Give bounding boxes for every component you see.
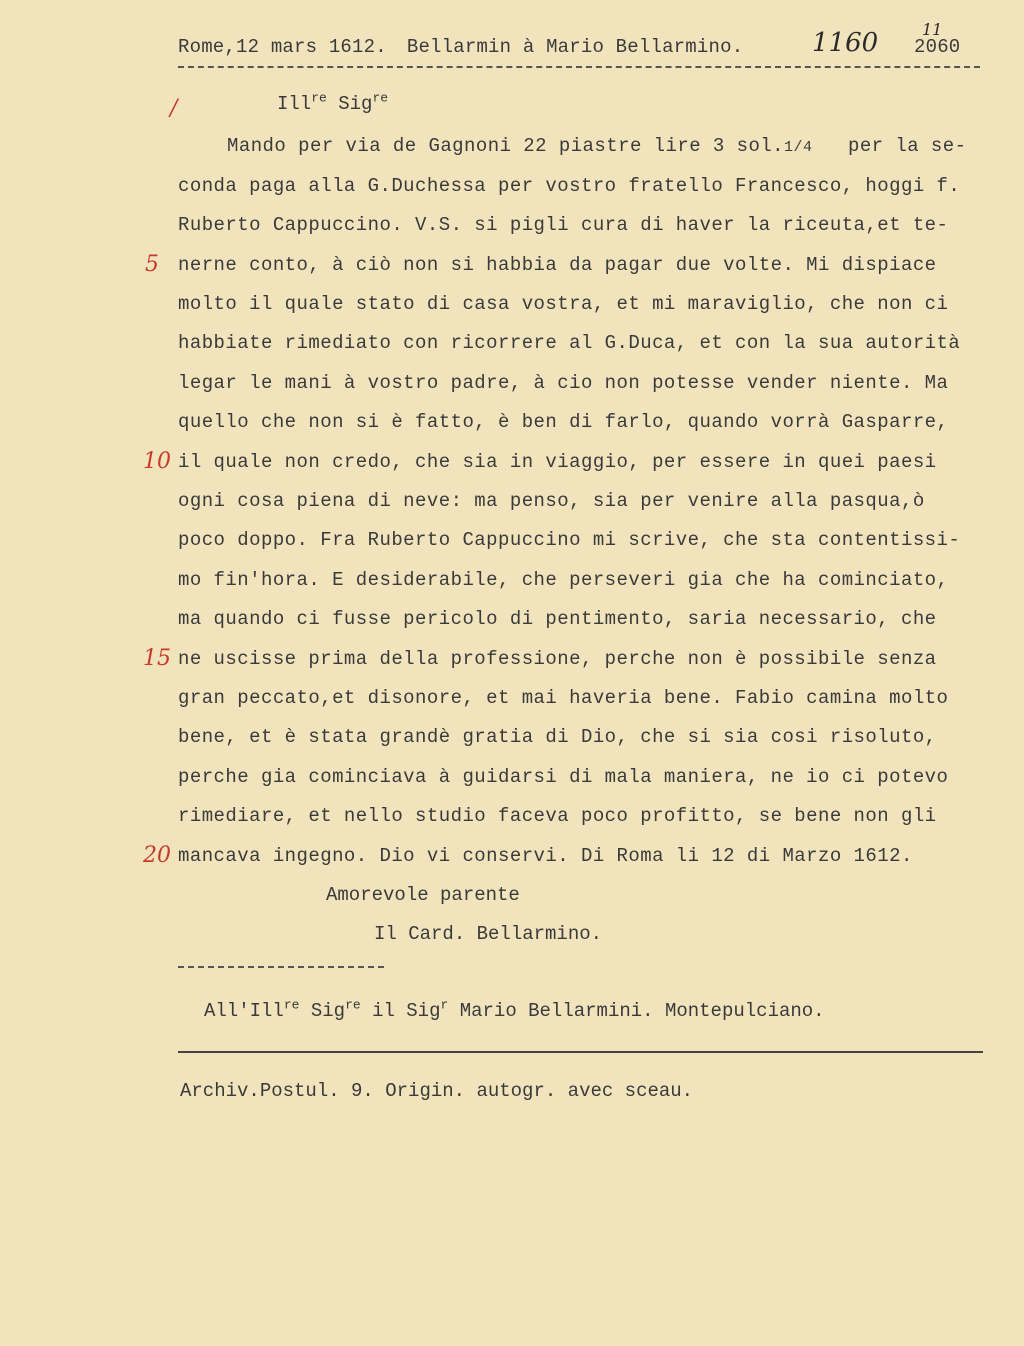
greeting: Ill$^{re}$ Sig$^{re}$ [277, 90, 389, 115]
margin-mark-1: / [170, 96, 178, 121]
body-line-9: il quale non credo, che sia in viaggio, per essere in quei paesi [178, 451, 937, 473]
body-line-14: ne uscisse prima della professione, perche non è possibile senza [178, 648, 937, 670]
body-line-17: perche gia cominciava à guidarsi di mala maniera, ne io ci potevo [178, 766, 949, 788]
body-line-8: quello che non si è fatto, è ben di farlo, quando vorrà Gasparre, [178, 411, 949, 433]
margin-mark-5: 5 [145, 252, 159, 277]
short-dashed-rule [178, 966, 384, 968]
body-line-18: rimediare, et nello studio faceva poco profitto, se bene non gli [178, 805, 937, 827]
document-header [178, 36, 743, 58]
stamp-old-number: 2060 [914, 36, 961, 58]
closing-salutation: Amorevole parente [326, 884, 520, 906]
closing-signature: Il Card. Bellarmino. [374, 923, 603, 945]
header-place-date: Rome,12 mars 1612. [178, 36, 387, 58]
margin-mark-15: 15 [143, 646, 171, 671]
body-line-4: nerne conto, à ciò non si habbia da pagar due volte. Mi dispiace [178, 254, 937, 276]
solid-rule [178, 1051, 983, 1053]
stamp-old-top: 11 [922, 20, 943, 39]
header-dashed-rule [178, 66, 980, 68]
body-line-13: ma quando ci fusse pericolo di pentimento, saria necessario, che [178, 608, 937, 630]
handwritten-number: 1160 [812, 28, 879, 58]
margin-mark-10: 10 [143, 449, 171, 474]
body-line-11: poco doppo. Fra Ruberto Cappuccino mi scrive, che sta contentissi- [178, 529, 961, 551]
body-line-1: Mando per via de Gagnoni 22 piastre lire 3 sol.1/4 per la se- [227, 135, 967, 157]
body-line-10: ogni cosa piena di neve: ma penso, sia per venire alla pasqua,ò [178, 490, 925, 512]
body-line-16: bene, et è stata grandè gratia di Dio, che si sia cosi risoluto, [178, 726, 937, 748]
body-line-12: mo fin'hora. E desiderabile, che perseveri gia che ha cominciato, [178, 569, 949, 591]
address-line: All'Ill$^{re}$ Sig$^{re}$ il Sig$^r$ Mario Bellarmini. Montepulciano. [204, 997, 825, 1022]
body-line-15: gran peccato,et disonore, et mai haveria bene. Fabio camina molto [178, 687, 949, 709]
margin-mark-20: 20 [143, 843, 171, 868]
body-line-7: legar le mani à vostro padre, à cio non potesse vender niente. Ma [178, 372, 949, 394]
body-line-2: conda paga alla G.Duchessa per vostro fratello Francesco, hoggi f. [178, 175, 961, 197]
archive-note: Archiv.Postul. 9. Origin. autogr. avec sceau. [180, 1080, 694, 1102]
body-line-19: mancava ingegno. Dio vi conservi. Di Roma li 12 di Marzo 1612. [178, 845, 913, 867]
header-title: Bellarmin à Mario Bellarmino. [406, 36, 744, 58]
body-line-6: habbiate rimediato con ricorrere al G.Duca, et con la sua autorità [178, 332, 961, 354]
body-line-3: Ruberto Cappuccino. V.S. si pigli cura di haver la riceuta,et te- [178, 214, 949, 236]
body-line-5: molto il quale stato di casa vostra, et mi maraviglio, che non ci [178, 293, 949, 315]
